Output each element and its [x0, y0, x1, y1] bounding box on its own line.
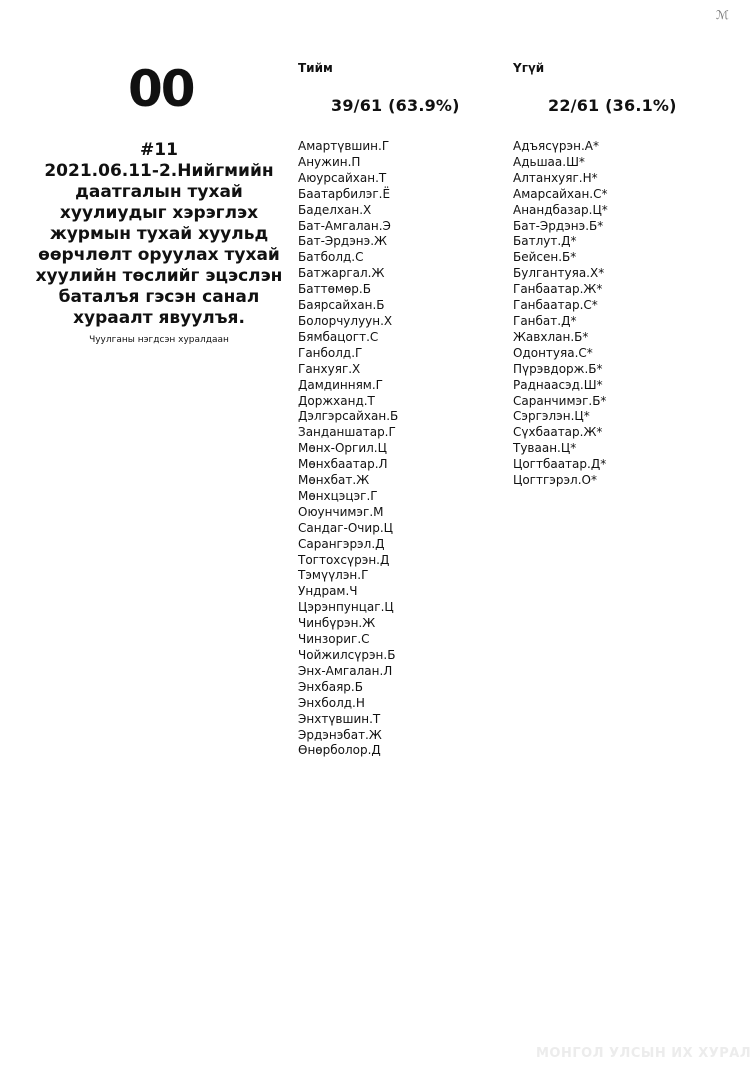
motion-block: [34, 140, 284, 345]
yes-voter-name: Энхболд.Н: [298, 695, 365, 710]
no-voter-name: Одонтуяа.С*: [513, 345, 593, 360]
yes-voter-name: Чинзориг.С: [298, 632, 370, 647]
yes-voter-name: Баатарбилэг.Ё: [298, 186, 391, 201]
yes-voter-name: Энхтүвшин.Т: [298, 711, 381, 726]
yes-voter-name: Энх-Амгалан.Л: [298, 663, 393, 678]
yes-voter-name: Занданшатар.Г: [298, 425, 396, 440]
yes-voter-name: Сандаг-Очир.Ц: [298, 520, 393, 535]
yes-voter-name: Бямбацогт.С: [298, 329, 379, 344]
no-voter-name: Амарсайхан.С*: [513, 186, 608, 201]
yes-voter-name: Бат-Эрдэнэ.Ж: [298, 234, 387, 249]
yes-voter-name: Мөнхцэцэг.Г: [298, 488, 378, 503]
yes-voter-name: Чойжилсүрэн.Б: [298, 648, 396, 662]
yes-voter-name: Доржханд.Т: [298, 393, 375, 408]
no-voter-name: Адьшаа.Ш*: [513, 154, 585, 169]
motion-number: #11: [140, 140, 178, 160]
no-voter-name: Ганбат.Д*: [513, 313, 577, 328]
yes-voter-name: Ундрам.Ч: [298, 584, 358, 599]
no-voter-name: Жавхлан.Б*: [513, 329, 589, 344]
no-voter-name: Цогтгэрэл.О*: [513, 473, 597, 488]
yes-voter-name: Аюурсайхан.Т: [298, 170, 387, 185]
yes-voter-name: Эрдэнэбат.Ж: [298, 727, 382, 742]
yes-voter-name: Чинбүрэн.Ж: [298, 616, 376, 631]
yes-voter-name: Ганболд.Г: [298, 345, 363, 360]
no-voter-name: Раднаасэд.Ш*: [513, 377, 603, 392]
no-column-header: Үгүй: [513, 61, 545, 75]
corner-handwritten-mark: ℳ: [716, 8, 729, 22]
no-voter-name: Булгантуяа.Х*: [513, 266, 605, 281]
yes-voter-name: Батжаргал.Ж: [298, 266, 385, 281]
yes-voter-name: Баделхан.Х: [298, 202, 372, 217]
no-voter-name: Бат-Эрдэнэ.Б*: [513, 218, 604, 233]
watermark: МОНГОЛ УЛСЫН ИХ ХУРАЛ: [536, 1046, 752, 1061]
no-voter-name: Цогтбаатар.Д*: [513, 457, 607, 472]
yes-voter-name: Энхбаяр.Б: [298, 679, 363, 694]
no-voter-name: Сүхбаатар.Ж*: [513, 425, 603, 440]
yes-voter-name: Тэмүүлэн.Г: [298, 568, 369, 583]
yes-voter-name: Мөнхбат.Ж: [298, 473, 370, 488]
no-voter-name: Туваан.Ц*: [513, 441, 577, 456]
session-name: Чуулганы нэгдсэн хуралдаан: [89, 335, 229, 345]
yes-voter-name: Мөнх-Оргил.Ц: [298, 441, 387, 456]
no-voter-name: Ганбаатар.С*: [513, 298, 598, 313]
yes-voter-name: Оюунчимэг.М: [298, 504, 384, 519]
yes-voter-name: Болорчулуун.Х: [298, 313, 393, 328]
no-voter-name: Сэргэлэн.Ц*: [513, 409, 590, 424]
no-voters-list: [513, 139, 608, 489]
yes-voter-name: Батболд.С: [298, 250, 364, 265]
yes-voters-list: [298, 139, 398, 759]
no-voter-name: Анандбазар.Ц*: [513, 202, 608, 217]
vote-counter: 00: [128, 60, 194, 118]
motion-text: 2021.06.11-2.Нийгмийн даатгалын тухай хуулиудыг хэрэглэх журмын тухай хуульд өөрчлөлт оруулах тухай хуулийн төслийг эцэслэн баталъя гэсэн санал хураалт явуулъя.: [35, 161, 283, 328]
no-tally: 22/61 (36.1%): [548, 96, 677, 115]
yes-voter-name: Анужин.П: [298, 154, 361, 169]
yes-voter-name: Ганхуяг.Х: [298, 361, 361, 376]
no-voter-name: Пүрэвдорж.Б*: [513, 361, 603, 376]
yes-tally: 39/61 (63.9%): [331, 96, 460, 115]
yes-voter-name: Дамдинням.Г: [298, 377, 383, 392]
yes-column-header: Тийм: [298, 61, 333, 75]
yes-voter-name: Баярсайхан.Б: [298, 298, 385, 313]
yes-voter-name: Мөнхбаатар.Л: [298, 457, 388, 472]
yes-voter-name: Амартүвшин.Г: [298, 139, 390, 153]
yes-voter-name: Баттөмөр.Б: [298, 282, 371, 297]
no-voter-name: Бейсен.Б*: [513, 250, 577, 265]
yes-voter-name: Өнөрболор.Д: [298, 743, 381, 758]
no-voter-name: Адъясүрэн.А*: [513, 139, 599, 153]
yes-voter-name: Цэрэнпунцаг.Ц: [298, 600, 394, 615]
no-voter-name: Саранчимэг.Б*: [513, 393, 607, 408]
yes-voter-name: Сарангэрэл.Д: [298, 536, 385, 551]
no-voter-name: Батлут.Д*: [513, 234, 577, 249]
no-voter-name: Алтанхуяг.Н*: [513, 170, 598, 185]
no-voter-name: Ганбаатар.Ж*: [513, 282, 603, 297]
yes-voter-name: Бат-Амгалан.Э: [298, 218, 391, 233]
yes-voter-name: Дэлгэрсайхан.Б: [298, 409, 399, 424]
yes-voter-name: Тогтохсүрэн.Д: [298, 552, 390, 567]
